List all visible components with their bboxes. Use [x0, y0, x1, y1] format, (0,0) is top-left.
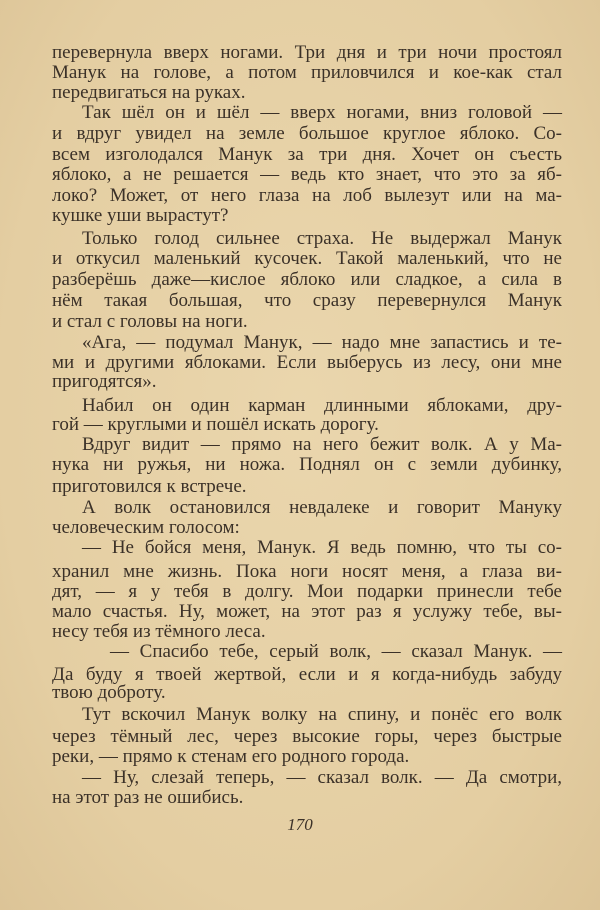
text-line: хранил мне жизнь. Пока ноги носят меня, а глаза ви-	[52, 561, 562, 582]
text-line: передвигаться на руках.	[52, 82, 246, 103]
text-line: кушке уши вырастут?	[52, 205, 229, 226]
text-line: приготовился к встрече.	[52, 476, 247, 497]
text-line: и откусил маленький кусочек. Такой маленький, что не	[52, 248, 562, 269]
text-line: ми и другими яблоками. Если выберусь из лесу, они мне	[52, 352, 562, 373]
text-line: — Ну, слезай теперь, — сказал волк. — Да смотри,	[82, 767, 562, 788]
text-line: дят, — я у тебя в долгу. Мои подарки принесли тебе	[52, 581, 562, 602]
text-line: на этот раз не ошибись.	[52, 787, 244, 808]
text-line: твою доброту.	[52, 682, 166, 703]
text-line: через тёмный лес, через высокие горы, через быстрые	[52, 726, 562, 747]
text-line: «Ага, — подумал Манук, — надо мне запастись и те-	[82, 332, 562, 353]
text-line: Так шёл он и шёл — вверх ногами, вниз головой —	[82, 102, 562, 123]
text-line: перевернула вверх ногами. Три дня и три ночи простоял	[52, 42, 562, 63]
text-line: яблоко, а не решается — ведь кто знает, что это за яб-	[52, 164, 562, 185]
text-line: Набил он один карман длинными яблоками, дру-	[82, 395, 562, 416]
text-line: и вдруг увидел на земле большое круглое яблоко. Со-	[52, 123, 562, 144]
text-line: Только голод сильнее страха. Не выдержал Манук	[82, 228, 562, 249]
text-line: — Спасибо тебе, серый волк, — сказал Манук. —	[110, 641, 562, 662]
text-line: разберёшь даже—кислое яблоко или сладкое, а сила в	[52, 269, 562, 290]
text-line: А волк остановился невдалеке и говорит Мануку	[82, 497, 562, 518]
text-line: пригодятся».	[52, 371, 157, 392]
text-line: несу тебя из тёмного леса.	[52, 621, 266, 642]
text-line: гой — круглыми и пошёл искать дорогу.	[52, 414, 379, 435]
text-line: локо? Может, от него глаза на лоб вылезут или на ма-	[52, 185, 562, 206]
text-line: Тут вскочил Манук волку на спину, и понёс его волк	[82, 704, 562, 725]
text-line: всем изголодался Манук за три дня. Хочет он съесть	[52, 144, 562, 165]
text-line: и стал с головы на ноги.	[52, 311, 248, 332]
text-line: реки, — прямо к стенам его родного города.	[52, 746, 410, 767]
text-line: нука ни ружья, ни ножа. Поднял он с земли дубинку,	[52, 454, 562, 475]
page-number: 170	[287, 815, 313, 834]
text-line: Да буду я твоей жертвой, если и я когда-нибудь забуду	[52, 664, 562, 685]
text-line: Манук на голове, а потом приловчился и кое-как стал	[52, 62, 562, 83]
text-line: мало счастья. Ну, может, на этот раз я услужу тебе, вы-	[52, 601, 562, 622]
text-line: Вдруг видит — прямо на него бежит волк. А у Ма-	[82, 434, 562, 455]
text-line: нём такая большая, что сразу перевернулся Манук	[52, 290, 562, 311]
text-line: человеческим голосом:	[52, 517, 240, 538]
text-line: — Не бойся меня, Манук. Я ведь помню, что ты со-	[82, 537, 562, 558]
